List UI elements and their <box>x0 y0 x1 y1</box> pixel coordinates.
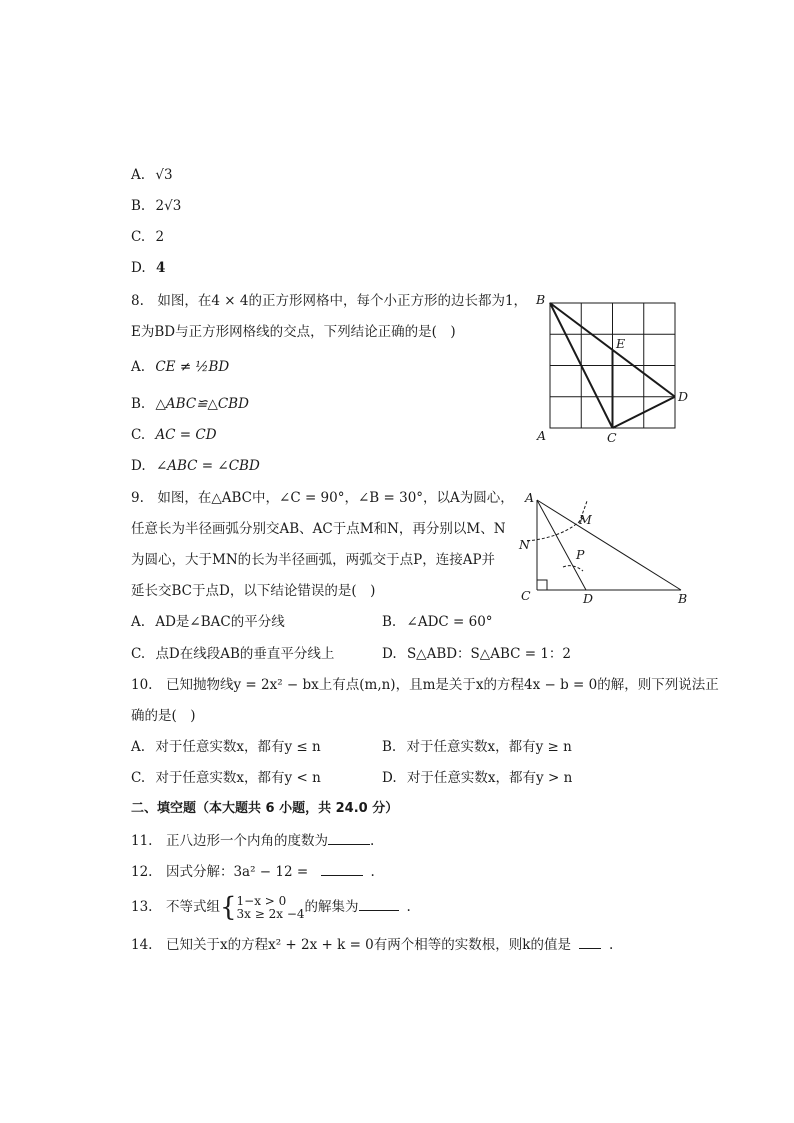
option-label: A. <box>131 167 146 183</box>
q8-option-b <box>131 395 249 413</box>
q13-end: . <box>406 899 411 915</box>
q13-suffix: 的解集为 <box>304 899 359 915</box>
q11-end: . <box>369 833 375 849</box>
option-label: A. <box>131 614 146 630</box>
label-p: P <box>576 547 585 562</box>
q9-option-c <box>131 645 334 663</box>
q10-option-a <box>131 738 321 756</box>
option-label: C. <box>131 646 146 662</box>
option-text: ∠ABC = ∠CBD <box>155 458 260 474</box>
label-a: A <box>537 428 547 443</box>
option-text: 对于任意实数x，都有y ≥ n <box>406 739 572 755</box>
q10-option-c <box>131 769 321 787</box>
option-text: 2 <box>155 229 165 245</box>
q9-triangle-figure <box>515 485 695 610</box>
option-label: B. <box>382 739 397 755</box>
q10-stem-line1: 10. 已知抛物线y = 2x² − bx上有点(m,n)，且m是关于x的方程4x − b = 0的解，则下列说法正 <box>131 677 719 693</box>
q8-stem-line2: E为BD与正方形网格线的交点，下列结论正确的是( ) <box>131 324 456 340</box>
option-text: ∠ADC = 60° <box>406 614 493 630</box>
option-text: AC = CD <box>155 427 217 443</box>
q13-prefix: 13. 不等式组 <box>131 899 220 915</box>
q11-text: 11. 正八边形一个内角的度数为 <box>131 833 328 849</box>
q9-option-d <box>382 645 571 663</box>
q10-option-d <box>382 769 572 787</box>
label-c: C <box>521 588 531 603</box>
label-b: B <box>536 292 546 307</box>
option-text: 4 <box>155 260 166 276</box>
answer-blank[interactable] <box>321 863 363 876</box>
option-text: 对于任意实数x，都有y > n <box>406 770 573 786</box>
q7-option-b <box>131 197 181 215</box>
option-text: 2√3 <box>155 198 182 214</box>
q9-stem-line2: 任意长为半径画弧分别交AB、AC于点M和N，再分别以M、N <box>131 521 506 537</box>
q12-end: . <box>370 864 375 880</box>
q13 <box>131 893 411 921</box>
option-text: 点D在线段AB的垂直平分线上 <box>155 646 335 662</box>
q9-option-a <box>131 613 285 631</box>
option-label: B. <box>382 614 397 630</box>
inequality-1: 1−x > 0 <box>236 893 287 908</box>
option-label: D. <box>131 260 146 276</box>
q14 <box>131 936 613 954</box>
label-e: E <box>616 336 626 351</box>
q9-stem-line3: 为圆心，大于MN的长为半径画弧，两弧交于点P，连接AP并 <box>131 552 496 568</box>
option-text: △ABC≌△CBD <box>155 396 249 412</box>
q9-stem-line1: 9. 如图，在△ABC中，∠C = 90°，∠B = 30°，以A为圆心， <box>131 490 514 506</box>
q9-option-b <box>382 613 493 631</box>
label-d: D <box>583 591 594 606</box>
option-text: √3 <box>155 167 173 183</box>
option-label: C. <box>131 427 146 443</box>
option-label: A. <box>131 739 146 755</box>
q12-text: 12. 因式分解：3a² − 12 = <box>131 864 313 880</box>
q14-text: 14. 已知关于x的方程x² + 2x + k = 0有两个相等的实数根，则k的值是 <box>131 937 571 953</box>
q9-stem-line4: 延长交BC于点D，以下结论错误的是( ) <box>131 583 376 599</box>
q8-option-d <box>131 457 260 475</box>
q10-option-b <box>382 738 572 756</box>
q7-option-d <box>131 259 165 277</box>
q11 <box>131 832 374 850</box>
option-text: CE ≠ ½BD <box>155 359 230 375</box>
label-c: C <box>607 430 617 445</box>
option-label: C. <box>131 229 146 245</box>
triangle-sides <box>537 500 681 590</box>
inequality-2: 3x ≥ 2x −4 <box>236 906 305 921</box>
q12 <box>131 863 375 881</box>
option-label: D. <box>382 770 397 786</box>
option-label: A. <box>131 359 146 375</box>
option-label: B. <box>131 396 146 412</box>
label-m: M <box>579 512 592 527</box>
q7-option-c <box>131 228 164 246</box>
option-text: S△ABD：S△ABC = 1：2 <box>406 646 572 662</box>
q10-stem-line2: 确的是( ) <box>131 708 196 724</box>
option-label: B. <box>131 198 146 214</box>
option-text: 对于任意实数x，都有y ≤ n <box>155 739 321 755</box>
answer-blank[interactable] <box>579 936 601 949</box>
section-fill-blank-title: 二、填空题（本大题共 6 小题，共 24.0 分） <box>131 801 399 816</box>
q7-option-a <box>131 166 173 184</box>
q8-grid-figure <box>530 290 700 450</box>
option-label: D. <box>382 646 397 662</box>
answer-blank[interactable] <box>328 832 370 845</box>
label-d: D <box>678 389 689 404</box>
option-text: AD是∠BAC的平分线 <box>155 614 285 630</box>
q8-option-a <box>131 358 229 376</box>
label-n: N <box>519 537 530 552</box>
q8-option-c <box>131 426 217 444</box>
q8-stem-line1: 8. 如图，在4 × 4的正方形网格中，每个小正方形的边长都为1， <box>131 293 528 309</box>
brace-symbol: { <box>219 892 237 923</box>
option-label: D. <box>131 458 146 474</box>
answer-blank[interactable] <box>359 898 399 911</box>
q14-end: . <box>608 937 614 953</box>
inequality-system <box>237 895 305 921</box>
option-text: 对于任意实数x，都有y < n <box>155 770 321 786</box>
option-label: C. <box>131 770 146 786</box>
label-a: A <box>525 490 535 505</box>
label-b: B <box>678 591 688 606</box>
